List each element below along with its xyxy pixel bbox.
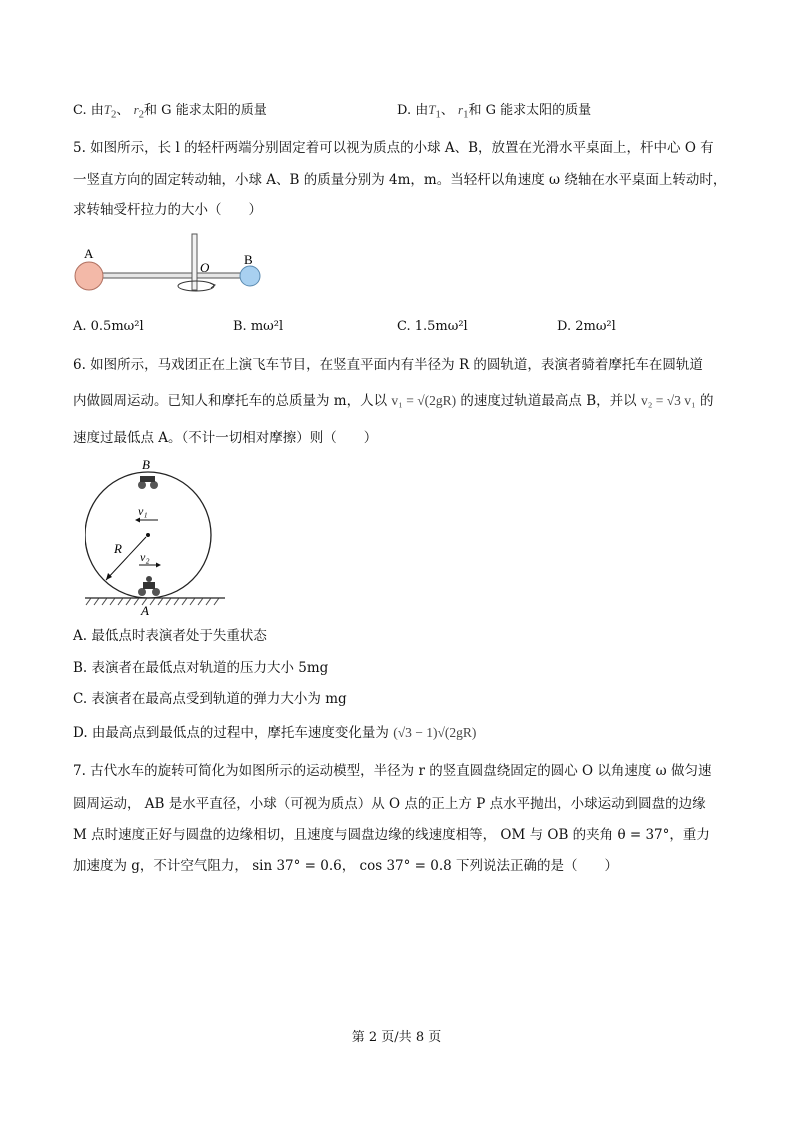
q5-stem-line-2: 一竖直方向的固定转动轴，小球 A、B 的质量分别为 4m，m。当轻杆以角速度 ω 绕轴在水平桌面上转动时， xyxy=(73,172,727,188)
rotation-axis xyxy=(192,234,197,290)
label-b: B xyxy=(244,252,253,267)
q7-stem-line-2: 圆周运动， AB 是水平直径，小球（可视为质点）从 O 点的正上方 P 点水平抛出，小球运动到圆盘的边缘 xyxy=(73,796,706,812)
motorcycle-top-icon xyxy=(138,476,158,489)
ground-hatch xyxy=(86,598,219,605)
label-r: R xyxy=(114,541,122,556)
ball-b xyxy=(240,266,260,286)
light-rod xyxy=(100,273,250,278)
q6-stem-line-3: 速度过最低点 A。（不计一切相对摩擦）则（ ） xyxy=(73,430,378,446)
ball-a xyxy=(75,262,103,290)
v1-formula: v₁ = √(2gR) xyxy=(391,393,457,408)
q7-stem-line-3: M 点时速度正好与圆盘的边缘相切，且速度与圆盘边缘的线速度相等， OM 与 OB 的夹角 θ = 37°，重力 xyxy=(73,827,710,843)
q6-option-a: A. 最低点时表演者处于失重状态 xyxy=(73,628,267,644)
q4-option-d: D. 由$T_1$、 $r_1$和 G 能求太阳的质量 xyxy=(397,102,592,121)
v2-formula: v₂ = √3 v₁ xyxy=(640,393,696,408)
q5-option-a: A. 0.5mω²l xyxy=(73,319,144,334)
q5-option-c: C. 1.5mω²l xyxy=(397,319,468,334)
q6-option-c: C. 表演者在最高点受到轨道的弹力大小为 mg xyxy=(73,691,347,707)
label-a: A xyxy=(141,603,149,618)
label-o: O xyxy=(200,260,210,275)
velocity-change-formula: (√3 − 1)√(2gR) xyxy=(393,725,477,740)
label-b: B xyxy=(142,457,150,472)
q5-option-b: B. mω²l xyxy=(233,319,284,334)
page-number-footer: 第 2 页/共 8 页 xyxy=(351,1030,442,1045)
q6-stem-line-2: 内做圆周运动。已知人和摩托车的总质量为 m，人以 v₁ = √(2gR) 的速度过轨道最高点 B，并以 v₂ = √3 v₁ 的 xyxy=(73,393,714,409)
q4-option-c: C. 由$T_2$、 $r_2$和 G 能求太阳的质量 xyxy=(73,102,267,121)
label-v2: v₂ xyxy=(140,550,150,564)
q7-stem-line-1: 7. 古代水车的旋转可简化为如图所示的运动模型，半径为 r 的竖直圆盘绕固定的圆心 O 以角速度 ω 做匀速 xyxy=(73,763,712,779)
q5-option-d: D. 2mω²l xyxy=(557,319,616,334)
q7-stem-line-4: 加速度为 g，不计空气阻力， sin 37° = 0.6， cos 37° = 0.8 下列说法正确的是（ ） xyxy=(73,858,619,874)
q5-rod-figure xyxy=(70,230,270,300)
motorcycle-bottom-icon xyxy=(138,576,160,596)
q5-stem-line-1: 5. 如图所示，长 l 的轻杆两端分别固定着可以视为质点的小球 A、B，放置在光滑水平桌面上，杆中心 O 有 xyxy=(73,140,714,156)
q6-loop-figure xyxy=(85,455,235,620)
q6-option-d: D. 由最高点到最低点的过程中，摩托车速度变化量为 (√3 − 1)√(2gR) xyxy=(73,725,477,741)
q6-stem-line-1: 6. 如图所示，马戏团正在上演飞车节目，在竖直平面内有半径为 R 的圆轨道，表演者骑着摩托车在圆轨道 xyxy=(73,357,703,373)
label-v1: v₁ xyxy=(138,504,148,518)
label-a: A xyxy=(84,246,94,261)
q5-stem-line-3: 求转轴受杆拉力的大小（ ） xyxy=(73,202,262,218)
q6-option-b: B. 表演者在最低点对轨道的压力大小 5mg xyxy=(73,660,329,676)
